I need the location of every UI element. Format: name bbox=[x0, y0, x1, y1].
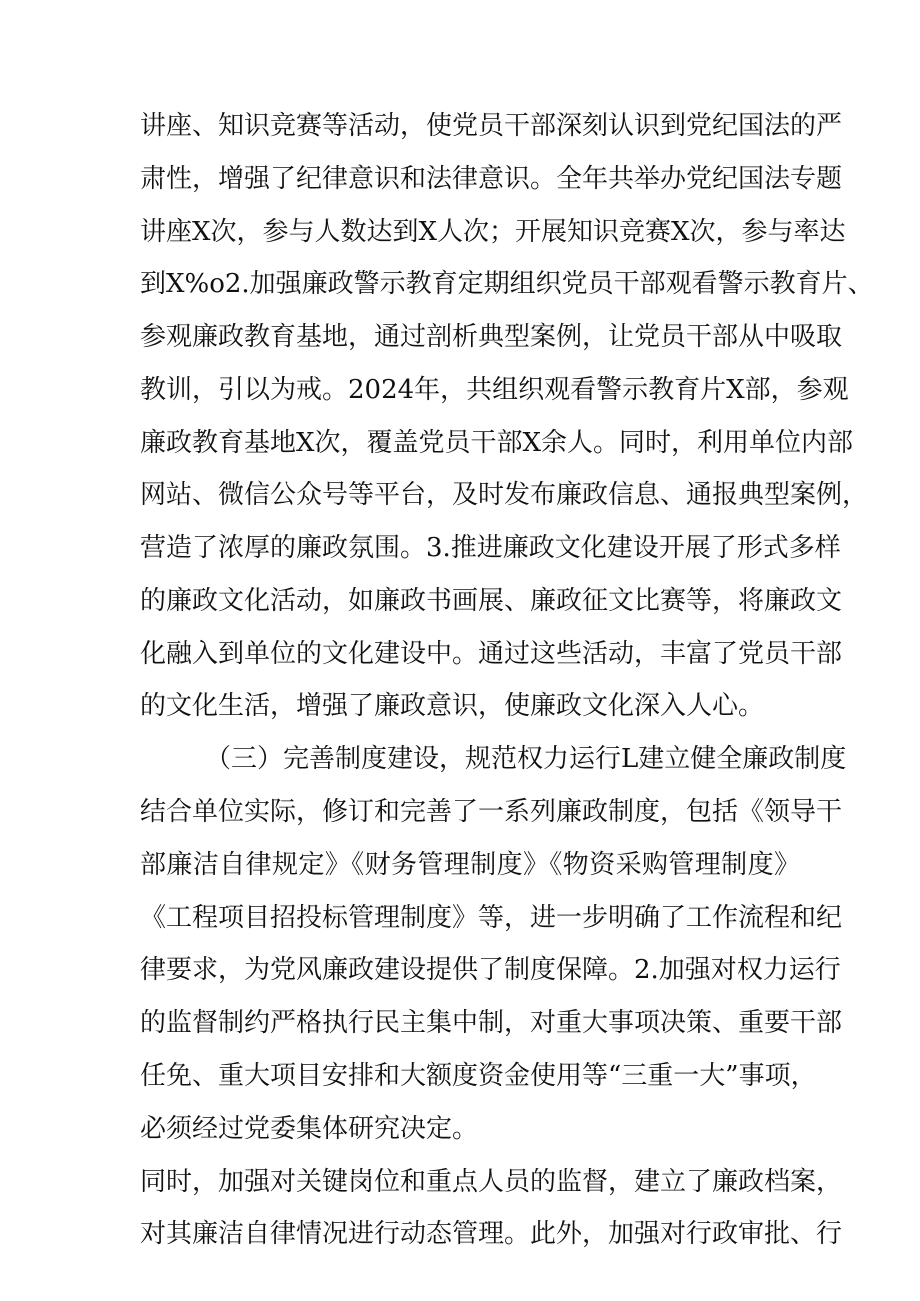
text-line: 到X%o2.加强廉政警示教育定期组织党员干部观看警示教育片、 bbox=[140, 269, 874, 299]
text-line: 律要求，为党风廉政建设提供了制度保障。2.加强对权力运行 bbox=[140, 955, 841, 985]
text-line: 任免、重大项目安排和大额度资金使用等“三重一大”事项， bbox=[140, 1061, 817, 1091]
text-line: 讲座X次，参与人数达到X人次；开展知识竞赛X次，参与率达 bbox=[140, 217, 846, 247]
text-line: 网站、微信公众号等平台，及时发布廉政信息、通报典型案例， bbox=[140, 480, 869, 510]
text-line: 的廉政文化活动，如廉政书画展、廉政征文比赛等，将廉政文 bbox=[140, 586, 843, 616]
text-line: 肃性，增强了纪律意识和法律意识。全年共举办党纪国法专题 bbox=[140, 164, 843, 194]
text-line: 营造了浓厚的廉政氛围。3.推进廉政文化建设开展了形式多样 bbox=[140, 533, 841, 563]
text-line: 参观廉政教育基地，通过剖析典型案例，让党员干部从中吸取 bbox=[140, 322, 843, 352]
text-line: 对其廉洁自律情况进行动态管理。此外，加强对行政审批、行 bbox=[140, 1219, 843, 1249]
text-line: 化融入到单位的文化建设中。通过这些活动，丰富了党员干部 bbox=[140, 639, 843, 669]
text-line: 廉政教育基地X次，覆盖党员干部X余人。同时，利用单位内部 bbox=[140, 428, 854, 458]
text-line: 的文化生活，增强了廉政意识，使廉政文化深入人心。 bbox=[140, 691, 765, 721]
text-line: 部廉洁自律规定》《财务管理制度》《物资采购管理制度》 bbox=[140, 850, 800, 880]
section-heading-line: （三）完善制度建设，规范权力运行L建立健全廉政制度 bbox=[205, 744, 847, 774]
text-line: 讲座、知识竞赛等活动，使党员干部深刻认识到党纪国法的严 bbox=[140, 111, 843, 141]
text-line: 教训，引以为戒。2024年，共组织观看警示教育片X部，参观 bbox=[140, 375, 849, 405]
text-line: 结合单位实际，修订和完善了一系列廉政制度，包括《领导干 bbox=[140, 797, 843, 827]
text-line: 的监督制约严格执行民主集中制，对重大事项决策、重要干部 bbox=[140, 1008, 843, 1038]
text-line: 《工程项目招投标管理制度》等，进一步明确了工作流程和纪 bbox=[140, 903, 843, 933]
text-line: 必须经过党委集体研究决定。 bbox=[140, 1114, 479, 1144]
text-line: 同时，加强对关键岗位和重点人员的监督，建立了廉政档案， bbox=[140, 1167, 843, 1197]
